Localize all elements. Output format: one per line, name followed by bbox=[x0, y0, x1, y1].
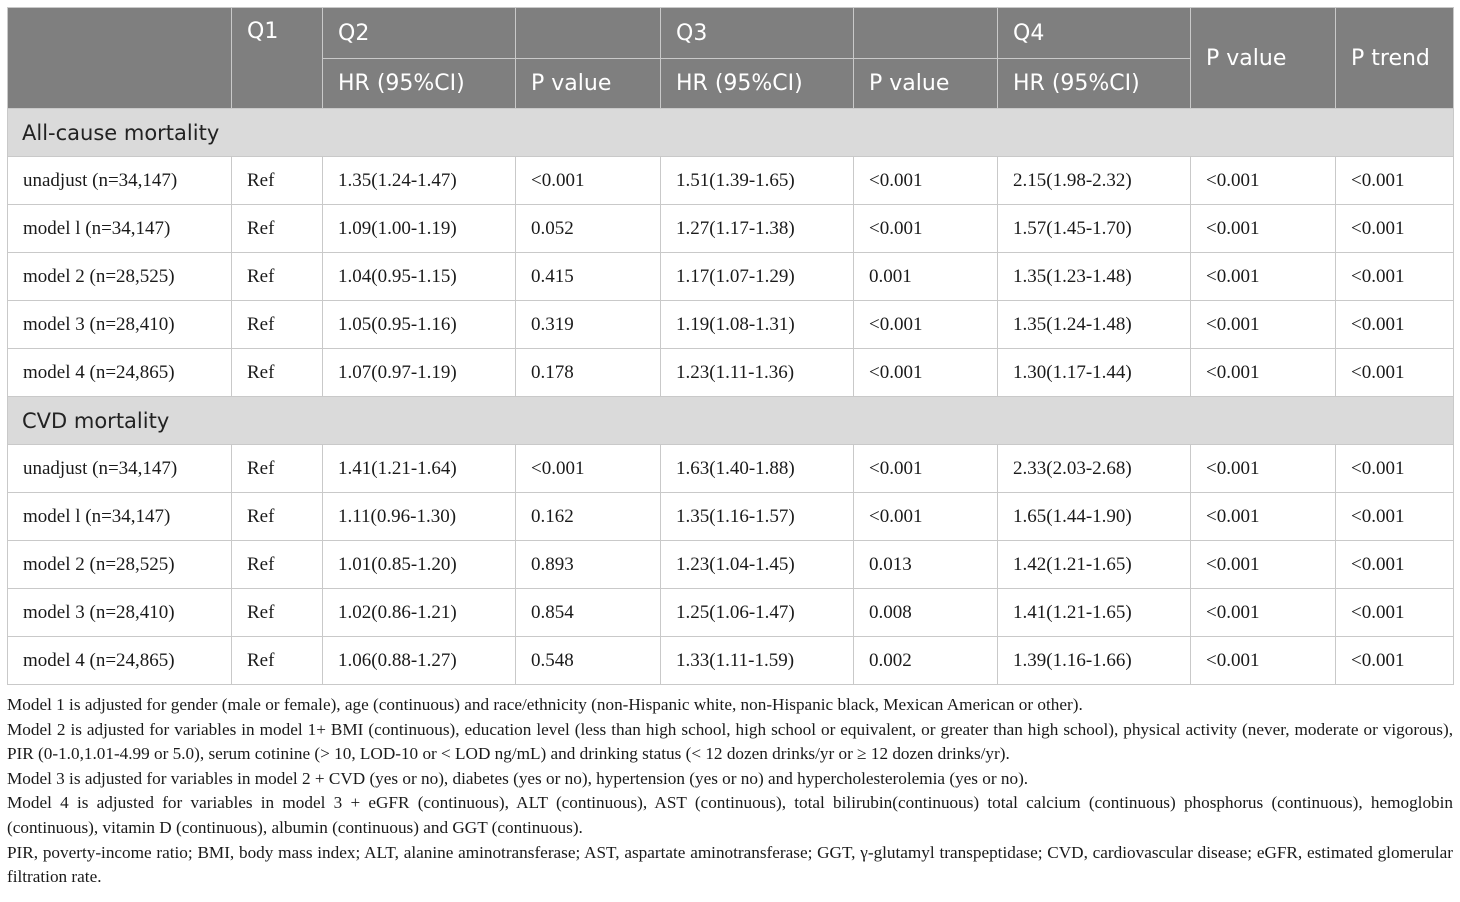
table-row bbox=[8, 541, 1454, 589]
p-trend-cell: <0.001 bbox=[1336, 205, 1454, 253]
header-cell-q3-hr: HR (95%CI) bbox=[661, 59, 854, 109]
q4-hr-cell: 2.33(2.03-2.68) bbox=[998, 445, 1191, 493]
section-header-row bbox=[8, 397, 1454, 445]
q2-hr-cell: 1.02(0.86-1.21) bbox=[323, 589, 516, 637]
p-value-cell: <0.001 bbox=[1191, 493, 1336, 541]
model-cell: model 4 (n=24,865) bbox=[8, 349, 232, 397]
table-row bbox=[8, 445, 1454, 493]
p-trend-cell: <0.001 bbox=[1336, 349, 1454, 397]
header-cell-q3: Q3 bbox=[661, 8, 854, 59]
q2-p-cell: <0.001 bbox=[516, 157, 661, 205]
table-header bbox=[8, 8, 1454, 109]
q1-cell: Ref bbox=[232, 493, 323, 541]
footnote-model-4: Model 4 is adjusted for variables in model 3 + eGFR (continuous), ALT (continuous), AST (continuous), total bilirubin(continuous) total calcium (continuous) phosphorus (continuous), hemoglobin (continuous), vitamin D (continuous), albumin (continuous) and GGT (continuous). bbox=[7, 793, 1453, 837]
section-title: All-cause mortality bbox=[8, 109, 1454, 157]
q3-p-cell: <0.001 bbox=[854, 205, 998, 253]
table-row bbox=[8, 253, 1454, 301]
q1-cell: Ref bbox=[232, 157, 323, 205]
table-row bbox=[8, 301, 1454, 349]
q2-p-cell: 0.854 bbox=[516, 589, 661, 637]
q2-p-cell: 0.548 bbox=[516, 637, 661, 685]
header-cell-p-trend: P trend bbox=[1336, 8, 1454, 109]
document bbox=[7, 7, 1453, 890]
table-row bbox=[8, 349, 1454, 397]
q2-p-cell: 0.052 bbox=[516, 205, 661, 253]
model-cell: unadjust (n=34,147) bbox=[8, 157, 232, 205]
q1-cell: Ref bbox=[232, 589, 323, 637]
table-row bbox=[8, 637, 1454, 685]
q4-hr-cell: 1.30(1.17-1.44) bbox=[998, 349, 1191, 397]
q3-p-cell: <0.001 bbox=[854, 493, 998, 541]
q3-hr-cell: 1.33(1.11-1.59) bbox=[661, 637, 854, 685]
q2-hr-cell: 1.09(1.00-1.19) bbox=[323, 205, 516, 253]
p-value-cell: <0.001 bbox=[1191, 205, 1336, 253]
header-cell-blank bbox=[8, 8, 232, 109]
header-row-quartiles bbox=[8, 8, 1454, 59]
p-trend-cell: <0.001 bbox=[1336, 253, 1454, 301]
q4-hr-cell: 2.15(1.98-2.32) bbox=[998, 157, 1191, 205]
p-value-cell: <0.001 bbox=[1191, 541, 1336, 589]
p-trend-cell: <0.001 bbox=[1336, 637, 1454, 685]
footnote-model-2: Model 2 is adjusted for variables in model 1+ BMI (continuous), education level (less than high school, high school or equivalent, or greater than high school), physical activity (never, moderate or vigorous), PIR (0-1.0,1.01-4.99 or 5.0), serum cotinine (> 10, LOD-10 or < LOD ng/mL) and drinking status (< 12 dozen drinks/yr or ≥ 12 dozen drinks/yr). bbox=[7, 719, 1453, 764]
model-cell: model l (n=34,147) bbox=[8, 205, 232, 253]
section-title: CVD mortality bbox=[8, 397, 1454, 445]
q3-hr-cell: 1.25(1.06-1.47) bbox=[661, 589, 854, 637]
q2-hr-cell: 1.35(1.24-1.47) bbox=[323, 157, 516, 205]
q1-cell: Ref bbox=[232, 205, 323, 253]
q3-p-cell: 0.002 bbox=[854, 637, 998, 685]
q4-hr-cell: 1.65(1.44-1.90) bbox=[998, 493, 1191, 541]
q1-cell: Ref bbox=[232, 349, 323, 397]
q2-p-cell: 0.415 bbox=[516, 253, 661, 301]
q3-p-cell: 0.013 bbox=[854, 541, 998, 589]
header-cell-q2: Q2 bbox=[323, 8, 516, 59]
q2-p-cell: 0.893 bbox=[516, 541, 661, 589]
q3-hr-cell: 1.23(1.11-1.36) bbox=[661, 349, 854, 397]
p-value-cell: <0.001 bbox=[1191, 253, 1336, 301]
p-value-cell: <0.001 bbox=[1191, 301, 1336, 349]
footnote-model-3: Model 3 is adjusted for variables in model 2 + CVD (yes or no), diabetes (yes or no), hypertension (yes or no) and hypercholesterolemia (yes or no). bbox=[7, 768, 1029, 788]
q2-p-cell: 0.178 bbox=[516, 349, 661, 397]
q3-hr-cell: 1.51(1.39-1.65) bbox=[661, 157, 854, 205]
table-body bbox=[8, 109, 1454, 685]
q1-cell: Ref bbox=[232, 541, 323, 589]
header-cell-q2-hr: HR (95%CI) bbox=[323, 59, 516, 109]
q2-hr-cell: 1.01(0.85-1.20) bbox=[323, 541, 516, 589]
q4-hr-cell: 1.57(1.45-1.70) bbox=[998, 205, 1191, 253]
q2-p-cell: <0.001 bbox=[516, 445, 661, 493]
header-cell-q3-p: P value bbox=[854, 59, 998, 109]
q2-hr-cell: 1.41(1.21-1.64) bbox=[323, 445, 516, 493]
q2-hr-cell: 1.05(0.95-1.16) bbox=[323, 301, 516, 349]
p-value-cell: <0.001 bbox=[1191, 637, 1336, 685]
p-value-cell: <0.001 bbox=[1191, 445, 1336, 493]
p-trend-cell: <0.001 bbox=[1336, 541, 1454, 589]
q4-hr-cell: 1.41(1.21-1.65) bbox=[998, 589, 1191, 637]
model-cell: model 2 (n=28,525) bbox=[8, 253, 232, 301]
q2-hr-cell: 1.07(0.97-1.19) bbox=[323, 349, 516, 397]
q1-cell: Ref bbox=[232, 253, 323, 301]
model-cell: model 2 (n=28,525) bbox=[8, 541, 232, 589]
header-cell-q4: Q4 bbox=[998, 8, 1191, 59]
q3-hr-cell: 1.19(1.08-1.31) bbox=[661, 301, 854, 349]
q2-p-cell: 0.319 bbox=[516, 301, 661, 349]
q4-hr-cell: 1.35(1.23-1.48) bbox=[998, 253, 1191, 301]
model-cell: model 3 (n=28,410) bbox=[8, 589, 232, 637]
p-trend-cell: <0.001 bbox=[1336, 445, 1454, 493]
q3-p-cell: <0.001 bbox=[854, 349, 998, 397]
q3-p-cell: 0.008 bbox=[854, 589, 998, 637]
model-cell: unadjust (n=34,147) bbox=[8, 445, 232, 493]
p-value-cell: <0.001 bbox=[1191, 589, 1336, 637]
q3-p-cell: <0.001 bbox=[854, 157, 998, 205]
header-cell-q4-hr: HR (95%CI) bbox=[998, 59, 1191, 109]
q2-hr-cell: 1.04(0.95-1.15) bbox=[323, 253, 516, 301]
q1-cell: Ref bbox=[232, 637, 323, 685]
header-cell-q2-p: P value bbox=[516, 59, 661, 109]
header-cell-blank bbox=[854, 8, 998, 59]
q3-hr-cell: 1.35(1.16-1.57) bbox=[661, 493, 854, 541]
header-cell-blank bbox=[516, 8, 661, 59]
q1-cell: Ref bbox=[232, 445, 323, 493]
model-cell: model l (n=34,147) bbox=[8, 493, 232, 541]
table-row bbox=[8, 205, 1454, 253]
p-trend-cell: <0.001 bbox=[1336, 301, 1454, 349]
p-value-cell: <0.001 bbox=[1191, 157, 1336, 205]
p-trend-cell: <0.001 bbox=[1336, 589, 1454, 637]
q4-hr-cell: 1.39(1.16-1.66) bbox=[998, 637, 1191, 685]
table-row bbox=[8, 493, 1454, 541]
model-cell: model 4 (n=24,865) bbox=[8, 637, 232, 685]
q2-hr-cell: 1.11(0.96-1.30) bbox=[323, 493, 516, 541]
table-row bbox=[8, 589, 1454, 637]
q3-hr-cell: 1.17(1.07-1.29) bbox=[661, 253, 854, 301]
table-row bbox=[8, 157, 1454, 205]
p-value-cell: <0.001 bbox=[1191, 349, 1336, 397]
q3-p-cell: <0.001 bbox=[854, 445, 998, 493]
footnote-abbreviations: PIR, poverty-income ratio; BMI, body mass index; ALT, alanine aminotransferase; AST, aspartate aminotransferase; GGT, γ-glutamyl transpeptidase; CVD, cardiovascular disease; eGFR, estimated glomerular filtration rate. bbox=[7, 842, 1453, 887]
q3-p-cell: <0.001 bbox=[854, 301, 998, 349]
q3-hr-cell: 1.23(1.04-1.45) bbox=[661, 541, 854, 589]
p-trend-cell: <0.001 bbox=[1336, 493, 1454, 541]
header-cell-q1: Q1 bbox=[232, 8, 323, 109]
section-header-row bbox=[8, 109, 1454, 157]
table-footnotes bbox=[7, 693, 1453, 890]
q4-hr-cell: 1.35(1.24-1.48) bbox=[998, 301, 1191, 349]
q3-hr-cell: 1.27(1.17-1.38) bbox=[661, 205, 854, 253]
q1-cell: Ref bbox=[232, 301, 323, 349]
q3-hr-cell: 1.63(1.40-1.88) bbox=[661, 445, 854, 493]
hazard-ratio-table bbox=[7, 7, 1454, 685]
model-cell: model 3 (n=28,410) bbox=[8, 301, 232, 349]
q4-hr-cell: 1.42(1.21-1.65) bbox=[998, 541, 1191, 589]
q2-p-cell: 0.162 bbox=[516, 493, 661, 541]
q2-hr-cell: 1.06(0.88-1.27) bbox=[323, 637, 516, 685]
p-trend-cell: <0.001 bbox=[1336, 157, 1454, 205]
footnote-model-1: Model 1 is adjusted for gender (male or female), age (continuous) and race/ethnicity (non-Hispanic white, non-Hispanic black, Mexican American or other). bbox=[7, 695, 1083, 714]
header-cell-p-value: P value bbox=[1191, 8, 1336, 109]
q3-p-cell: 0.001 bbox=[854, 253, 998, 301]
